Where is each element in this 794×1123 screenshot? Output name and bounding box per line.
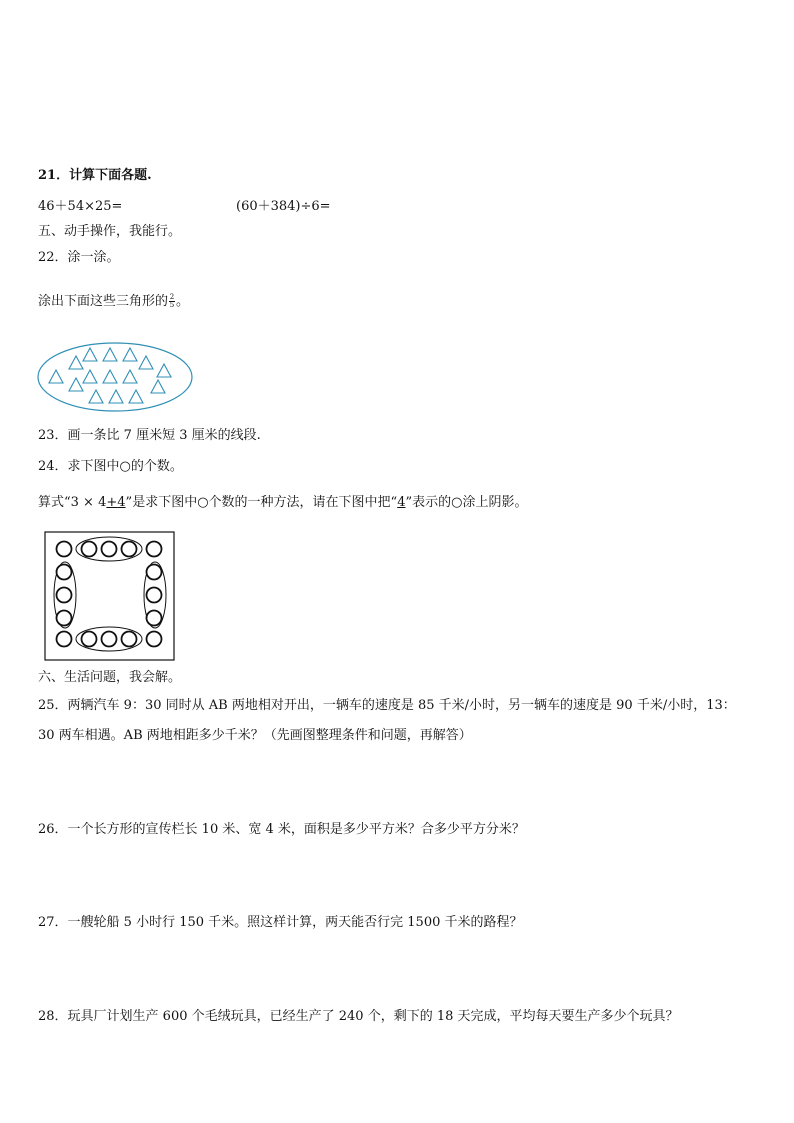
- triangle: [109, 390, 123, 403]
- triangle-group: [49, 348, 171, 403]
- question-24-instruction-pre: 算式“3 × 4: [38, 495, 107, 510]
- question-25-line-1: 25．两辆汽车 9：30 同时从 AB 两地相对开出，一辆车的速度是 85 千米/小时，另一辆车的速度是 90 千米/小时，13：: [38, 698, 736, 713]
- triangle: [103, 348, 117, 361]
- triangle: [139, 356, 153, 369]
- question-21-label: 21．计算下面各题.: [38, 168, 152, 183]
- question-24-label: 24．求下图中○的个数。: [38, 459, 183, 474]
- question-22-instruction: [38, 293, 189, 311]
- circle-item: [147, 542, 162, 557]
- triangle: [157, 364, 171, 377]
- question-27-label: 27．一艘轮船 5 小时行 150 千米。照这样计算，两天能否行完 1500 千米的路程？: [38, 915, 523, 930]
- triangle: [151, 380, 165, 393]
- circle-item: [122, 542, 137, 557]
- triangle: [69, 378, 83, 391]
- triangle: [129, 390, 143, 403]
- circle-item: [57, 632, 72, 647]
- section-5-heading: 五、动手操作，我能行。: [38, 224, 182, 239]
- circle-item: [147, 611, 162, 626]
- circle-item: [57, 542, 72, 557]
- question-24-underlined-number: 4: [117, 495, 126, 510]
- question-24-instruction-post: ”表示的○涂上阴影。: [405, 495, 528, 510]
- fraction-numerator: 2: [169, 293, 175, 301]
- section-6-heading: 六、生活问题，我会解。: [38, 670, 182, 685]
- question-25-line-2: 30 两车相遇。AB 两地相距多少千米？（先画图整理条件和问题，再解答）: [38, 728, 472, 743]
- triangle: [83, 348, 97, 361]
- question-21-expression-1: 46＋54×25=: [38, 199, 123, 214]
- circle-group: [57, 542, 162, 647]
- circle-item: [122, 632, 137, 647]
- circle-item: [147, 588, 162, 603]
- circle-item: [102, 632, 117, 647]
- question-24-instruction: [38, 494, 527, 512]
- question-21-expression-2: (60＋384)÷6=: [236, 199, 331, 214]
- triangle: [123, 348, 137, 361]
- triangle: [49, 370, 63, 383]
- question-24-instruction-mid: ”是求下图中○个数的一种方法，请在下图中把“: [125, 495, 398, 510]
- question-22-label: 22．涂一涂。: [38, 250, 120, 265]
- circle-item: [147, 632, 162, 647]
- question-22-instruction-text: 涂出下面这些三角形的: [38, 294, 169, 309]
- question-23-label: 23．画一条比 7 厘米短 3 厘米的线段.: [38, 428, 261, 443]
- question-26-label: 26．一个长方形的宣传栏长 10 米、宽 4 米，面积是多少平方米？合多少平方分米？: [38, 822, 525, 837]
- triangle: [83, 370, 97, 383]
- circle-item: [147, 565, 162, 580]
- question-22-instruction-end: 。: [176, 294, 190, 309]
- triangle: [89, 390, 103, 403]
- question-28-label: 28．玩具厂计划生产 600 个毛绒玩具，已经生产了 240 个，剩下的 18 天完成，平均每天要生产多少个玩具？: [38, 1009, 679, 1024]
- triangle: [123, 370, 137, 383]
- question-24-plus: +: [106, 495, 118, 510]
- circle-item: [102, 542, 117, 557]
- fraction-denominator: 5: [169, 301, 175, 309]
- circle-item: [82, 632, 97, 647]
- triangles-ellipse-figure: [36, 340, 196, 416]
- question-24-underlined-number-2: 4: [397, 495, 406, 510]
- circles-square-figure: [44, 531, 178, 663]
- fraction-two-fifths: [169, 294, 175, 309]
- triangle: [103, 370, 117, 383]
- triangle: [69, 356, 83, 369]
- circle-item: [57, 588, 72, 603]
- circle-item: [82, 542, 97, 557]
- circle-item: [57, 565, 72, 580]
- circle-item: [57, 611, 72, 626]
